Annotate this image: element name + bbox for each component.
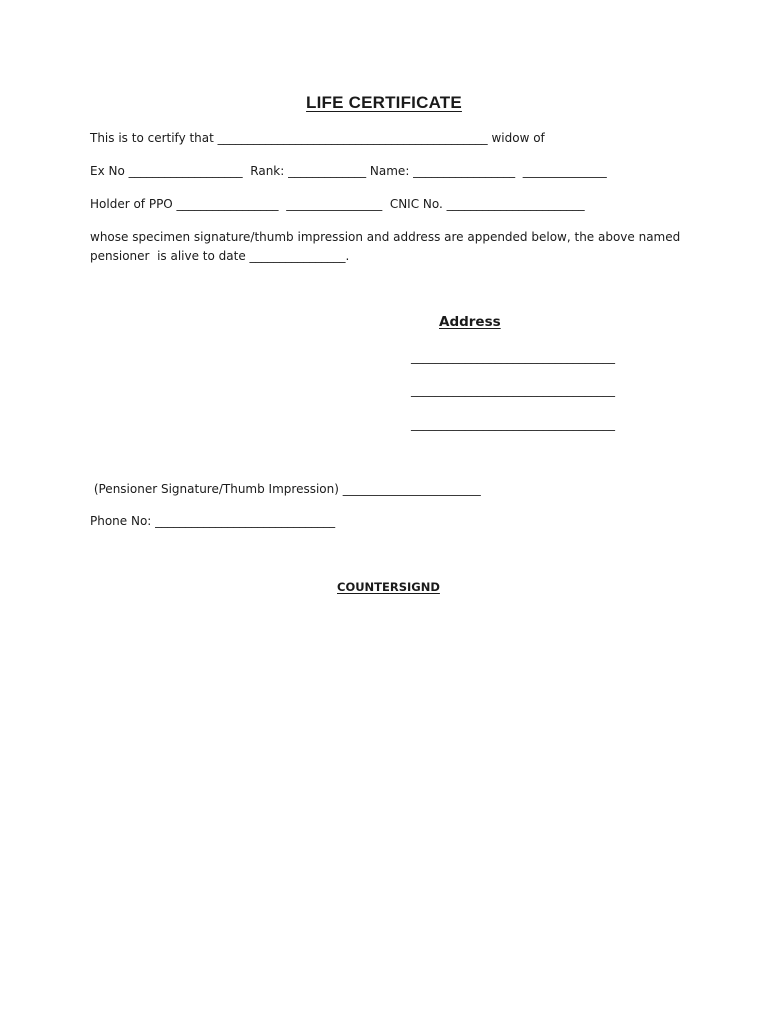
address-heading: Address xyxy=(439,314,501,330)
address-line-1: __________________________________ xyxy=(411,350,615,364)
ex-no-rank-name-line: Ex No ___________________ Rank: _____________ Name: _________________ ______________ xyxy=(90,164,607,178)
pensioner-signature-line: (Pensioner Signature/Thumb Impression) _______________________ xyxy=(90,482,481,496)
countersigned-heading: COUNTERSIGND xyxy=(337,580,440,594)
address-line-3: __________________________________ xyxy=(411,417,615,431)
statement-paragraph xyxy=(90,228,681,266)
ppo-cnic-line: Holder of PPO _________________ ________________ CNIC No. _______________________ xyxy=(90,197,585,211)
document-title: LIFE CERTIFICATE xyxy=(306,93,462,112)
statement-line-2: pensioner is alive to date ________________. xyxy=(90,249,350,263)
certify-line: This is to certify that _____________________________________________ widow of xyxy=(90,131,545,145)
statement-line-1: whose specimen signature/thumb impression and address are appended below, the above named xyxy=(90,230,681,244)
phone-line: Phone No: ______________________________ xyxy=(90,514,336,528)
address-line-2: __________________________________ xyxy=(411,383,615,397)
